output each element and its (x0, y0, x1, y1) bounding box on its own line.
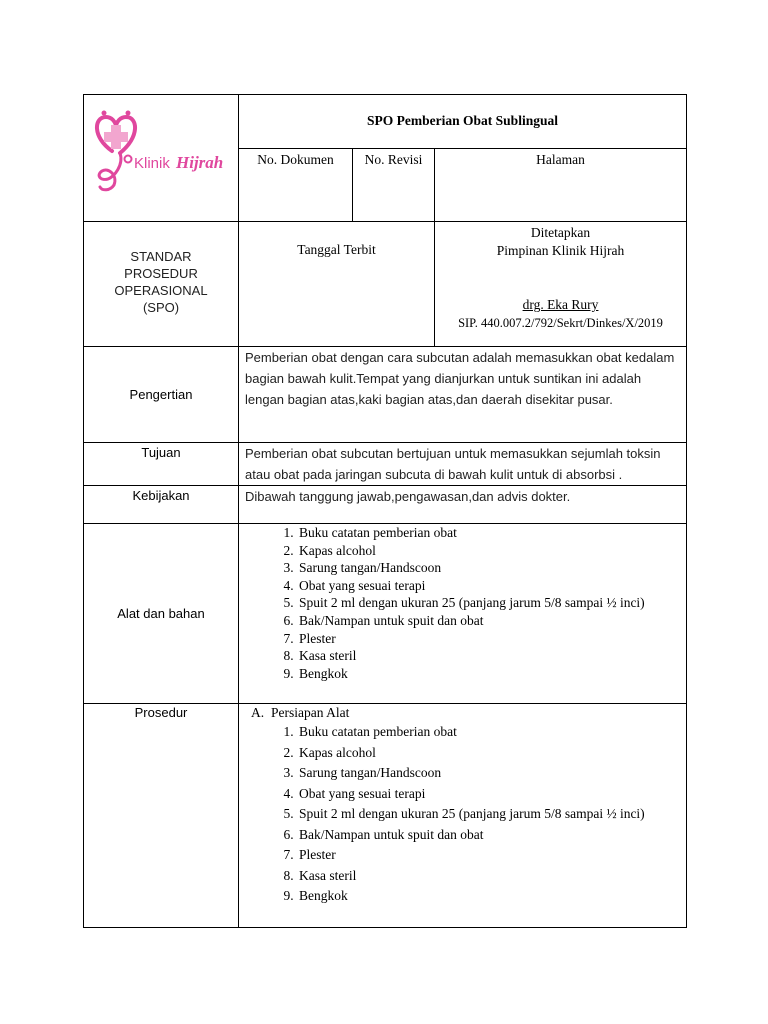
tanggal-terbit-label: Tanggal Terbit (297, 242, 376, 257)
list-item: 8. Kasa steril (297, 647, 680, 665)
list-item: 4. Obat yang sesuai terapi (297, 784, 680, 805)
kebijakan-text-cell (239, 486, 687, 524)
list-item: 9. Bengkok (297, 665, 680, 683)
list-item: 5. Spuit 2 ml dengan ukuran 25 (panjang jarum 5/8 sampai ½ inci) (297, 594, 680, 612)
tujuan-text: Pemberian obat subcutan bertujuan untuk memasukkan sejumlah toksin atau obat pada jaringan subcuta di bawah kulit untuk di absorbsi . (245, 446, 661, 482)
signer-sip: SIP. 440.007.2/792/Sekrt/Dinkes/X/2019 (458, 316, 663, 330)
prosedur-label-cell (84, 704, 239, 928)
list-item: 6. Bak/Nampan untuk spuit dan obat (297, 612, 680, 630)
ditetapkan-cell (435, 222, 687, 347)
prosedur-label: Prosedur (134, 705, 188, 720)
tujuan-label-cell (84, 443, 239, 486)
tujuan-label: Tujuan (141, 445, 181, 460)
title-cell (239, 95, 687, 149)
pengertian-label: Pengertian (129, 387, 193, 402)
no-revisi-cell (353, 149, 435, 222)
list-item: 2. Kapas alcohol (297, 542, 680, 560)
halaman-cell (435, 149, 687, 222)
halaman-label: Halaman (536, 152, 585, 167)
standar-cell (84, 222, 239, 347)
list-item: 9. Bengkok (297, 886, 680, 907)
prosedur-sub-marker: A. (251, 705, 265, 720)
list-item: 7. Plester (297, 845, 680, 866)
list-item: 2. Kapas alcohol (297, 743, 680, 764)
svg-text:Klinik: Klinik (134, 155, 170, 172)
svg-text:Hijrah: Hijrah (176, 153, 224, 172)
pimpinan-label: Pimpinan Klinik Hijrah (496, 243, 625, 258)
standar-label (84, 222, 238, 316)
logo-cell (84, 95, 239, 222)
prosedur-cell (239, 704, 687, 928)
standar-line-4: (SPO) (142, 300, 180, 315)
standar-line-1: STANDAR (130, 249, 192, 264)
list-item: 5. Spuit 2 ml dengan ukuran 25 (panjang jarum 5/8 sampai ½ inci) (297, 804, 680, 825)
standar-line-2: PROSEDUR (124, 266, 198, 281)
list-item: 4. Obat yang sesuai terapi (297, 577, 680, 595)
stethoscope-heart-icon (84, 95, 238, 203)
kebijakan-label: Kebijakan (132, 488, 190, 503)
signer-name: drg. Eka Rury (522, 297, 599, 312)
standar-line-3: OPERASIONAL (114, 283, 208, 298)
alat-list-cell (239, 524, 687, 704)
tanggal-terbit-cell (239, 222, 435, 347)
pengertian-text-cell (239, 347, 687, 443)
ditetapkan-label: Ditetapkan (530, 225, 591, 240)
pengertian-text: Pemberian obat dengan cara subcutan adalah memasukkan obat kedalam bagian bawah kulit.Tempat yang dianjurkan untuk suntikan ini adalah lengan bagian atas,kaki bagian atas,dan daerah disekitar pusar. (245, 350, 675, 407)
alat-list (239, 524, 686, 682)
alat-label-cell (84, 524, 239, 704)
spo-table (83, 94, 687, 928)
list-item: 1. Buku catatan pemberian obat (297, 524, 680, 542)
page-title: SPO Pemberian Obat Sublingual (367, 113, 558, 128)
list-item: 8. Kasa steril (297, 866, 680, 887)
prosedur-subheading (239, 704, 686, 722)
pengertian-label-cell (84, 347, 239, 443)
no-dokumen-cell (239, 149, 353, 222)
no-revisi-label: No. Revisi (364, 152, 423, 167)
list-item: 1. Buku catatan pemberian obat (297, 722, 680, 743)
clinic-logo (84, 95, 238, 203)
kebijakan-text: Dibawah tanggung jawab,pengawasan,dan advis dokter. (245, 489, 571, 504)
alat-label: Alat dan bahan (117, 606, 205, 621)
list-item: 3. Sarung tangan/Handscoon (297, 559, 680, 577)
prosedur-list (239, 722, 686, 907)
list-item: 7. Plester (297, 630, 680, 648)
prosedur-sub-title: Persiapan Alat (271, 705, 350, 720)
kebijakan-label-cell (84, 486, 239, 524)
no-dokumen-label: No. Dokumen (257, 152, 334, 167)
list-item: 6. Bak/Nampan untuk spuit dan obat (297, 825, 680, 846)
tujuan-text-cell (239, 443, 687, 486)
list-item: 3. Sarung tangan/Handscoon (297, 763, 680, 784)
